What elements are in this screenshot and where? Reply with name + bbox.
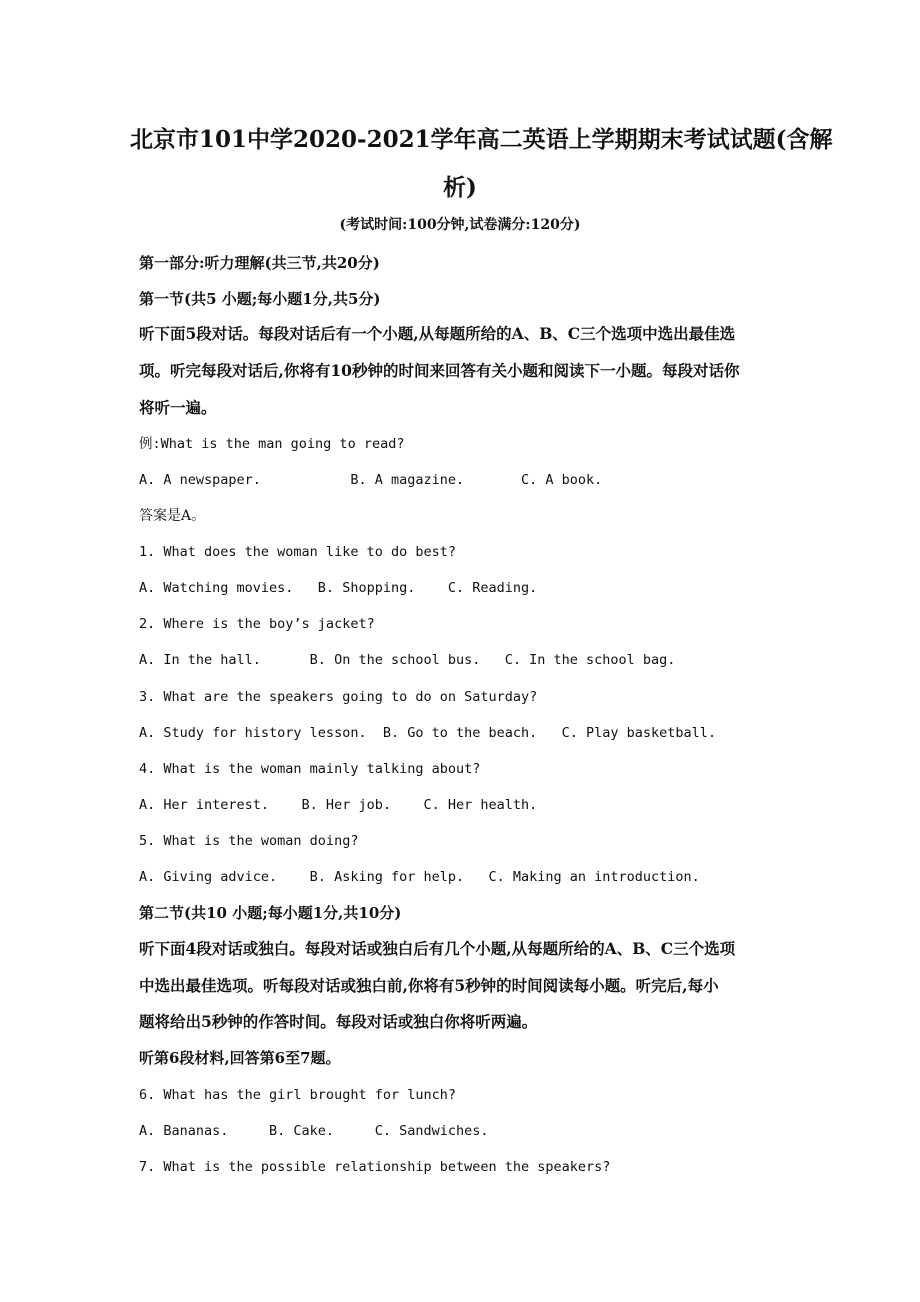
question-6: 6. What has the girl brought for lunch?: [139, 1087, 456, 1103]
question-5: 5. What is the woman doing?: [139, 833, 359, 849]
section1-instructions-line3: 将听一遍。: [139, 398, 217, 417]
question-7: 7. What is the possible relationship between the speakers?: [139, 1159, 611, 1175]
section2-instructions-line3: 题将给出5秒钟的作答时间。每段对话或独白你将听两遍。: [139, 1012, 538, 1031]
section1-heading: 第一节(共5 小题;每小题1分,共5分): [139, 290, 381, 308]
page-title: 北京市101中学2020-2021学年高二英语上学期期末考试试题(含解: [130, 126, 833, 153]
question-4-options: A. Her interest. B. Her job. C. Her health.: [139, 797, 538, 813]
example-question: 例:What is the man going to read?: [139, 436, 405, 452]
page-title-continued: 析): [443, 174, 477, 201]
question-4: 4. What is the woman mainly talking about?: [139, 761, 481, 777]
question-2-options: A. In the hall. B. On the school bus. C. In the school bag.: [139, 652, 676, 668]
question-3: 3. What are the speakers going to do on Saturday?: [139, 689, 538, 705]
exam-info: (考试时间:100分钟,试卷满分:120分): [339, 217, 581, 233]
example-answer: 答案是A。: [139, 508, 206, 524]
section1-instructions-line2: 项。听完每段对话后,你将有10秒钟的时间来回答有关小题和阅读下一小题。每段对话你: [139, 361, 740, 380]
question-3-options: A. Study for history lesson. B. Go to the beach. C. Play basketball.: [139, 725, 717, 741]
section2-instructions-line2: 中选出最佳选项。听每段对话或独白前,你将有5秒钟的时间阅读每小题。听完后,每小: [139, 976, 719, 995]
section2-instructions-line1: 听下面4段对话或独白。每段对话或独白后有几个小题,从每题所给的A、B、C三个选项: [139, 939, 736, 958]
question-2: 2. Where is the boy’s jacket?: [139, 616, 375, 632]
part1-heading: 第一部分:听力理解(共三节,共20分): [139, 254, 380, 272]
example-options: A. A newspaper. B. A magazine. C. A book.: [139, 472, 603, 488]
material-heading: 听第6段材料,回答第6至7题。: [139, 1049, 341, 1067]
section2-heading: 第二节(共10 小题;每小题1分,共10分): [139, 904, 402, 922]
question-5-options: A. Giving advice. B. Asking for help. C. Making an introduction.: [139, 869, 700, 885]
question-6-options: A. Bananas. B. Cake. C. Sandwiches.: [139, 1123, 489, 1139]
question-1: 1. What does the woman like to do best?: [139, 544, 456, 560]
section1-instructions-line1: 听下面5段对话。每段对话后有一个小题,从每题所给的A、B、C三个选项中选出最佳选: [139, 324, 736, 343]
question-1-options: A. Watching movies. B. Shopping. C. Reading.: [139, 580, 538, 596]
